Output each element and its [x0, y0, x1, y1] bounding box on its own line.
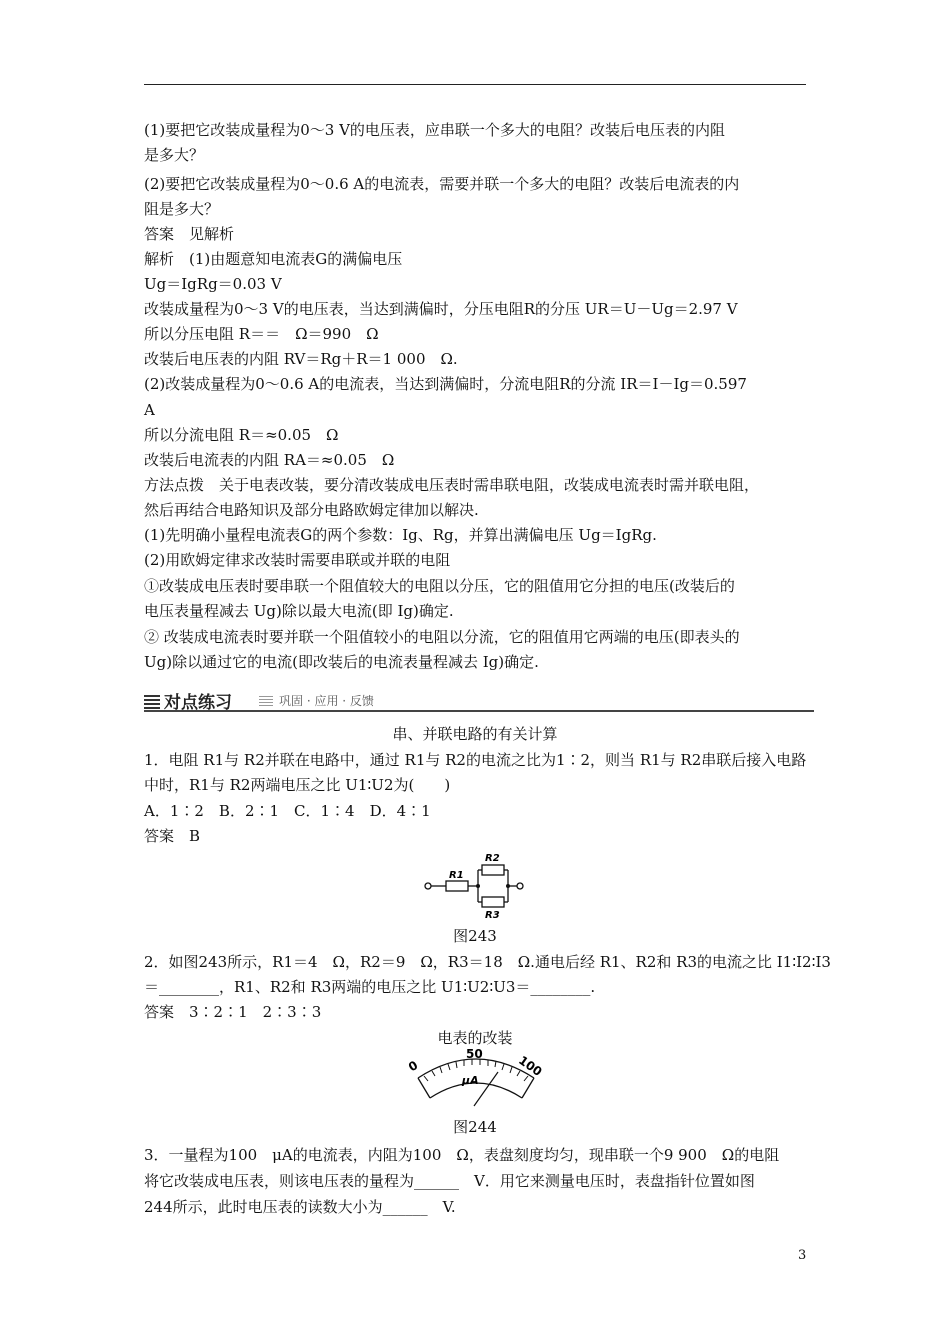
dial-label-max: 100: [516, 1053, 545, 1079]
figure-caption: 图243: [453, 927, 497, 945]
banner-tag: 巩固 · 应用 · 反馈: [259, 692, 374, 709]
question-line: 中时，R1与 R2两端电压之比 U1∶U2为( ): [144, 776, 451, 794]
banner-rule: [144, 710, 814, 712]
text-line: (1)要把它改装成量程为0～3 V的电压表，应串联一个多大的电阻？改装后电压表的内阻: [144, 121, 725, 139]
text-line: (2)改装成量程为0～0.6 A的电流表，当达到满偏时，分流电阻R的分流 IR＝I－Ig＝0.597: [144, 375, 747, 393]
answer-line: 答案 3∶2∶1 2∶3∶3: [144, 1003, 322, 1021]
text-line: (1)先明确小量程电流表G的两个参数：Ig、Rg，并算出满偏电压 Ug＝IgRg.: [144, 526, 657, 544]
text-line: 是多大？: [144, 146, 205, 164]
dial-label-mid: 50: [466, 1048, 483, 1061]
text-line: 电压表量程减去 Ug)除以最大电流(即 Ig)确定.: [144, 602, 454, 620]
text-line: 方法点拨 关于电表改装，要分清改装成电压表时需串联电阻，改装成电流表时需并联电阻，: [144, 476, 760, 494]
answer-line: 答案 见解析: [144, 225, 235, 243]
dial-unit: μA: [462, 1074, 479, 1087]
formula-line: 改装后电流表的内阻 RA＝≈0.05 Ω: [144, 451, 395, 469]
options-line: A．1∶2 B．2∶1 C．1∶4 D．4∶1: [144, 802, 431, 820]
section-title: 电表的改装: [437, 1029, 513, 1047]
banner-title: 对点练习: [144, 688, 232, 713]
section-title: 串、并联电路的有关计算: [392, 725, 558, 743]
resistor-r2: [482, 865, 504, 875]
stripes-icon: [144, 695, 160, 709]
text-line: A: [144, 401, 155, 419]
header-rule: [144, 84, 806, 85]
text-line: ①改装成电压表时要串联一个阻值较大的电阻以分压，它的阻值用它分担的电压(改装后的: [144, 577, 735, 595]
text-line: 解析 (1)由题意知电流表G的满偏电压: [144, 250, 403, 268]
question-line: ＝________，R1、R2和 R3两端的电压之比 U1∶U2∶U3＝________.: [144, 978, 596, 996]
question-line: 2．如图243所示，R1＝4 Ω，R2＝9 Ω，R3＝18 Ω.通电后经 R1、R2和 R3的电流之比 I1∶I2∶I3: [144, 953, 831, 971]
text-line: 改装成量程为0～3 V的电压表，当达到满偏时，分压电阻R的分压 UR＝U－Ug＝2.97 V: [144, 300, 738, 318]
formula-line: 所以分压电阻 R＝＝ Ω＝990 Ω: [144, 325, 379, 343]
resistor-r3: [482, 897, 504, 907]
hatch-icon: [259, 696, 273, 706]
meter-dial: [406, 1048, 546, 1114]
dial-label-min: 0: [406, 1058, 421, 1075]
formula-line: 所以分流电阻 R＝≈0.05 Ω: [144, 426, 339, 444]
label-r3: R3: [485, 910, 500, 920]
label-r1: R1: [449, 870, 464, 881]
text-line: (2)用欧姆定律求改装时需要串联或并联的电阻: [144, 551, 451, 569]
question-line: 1．电阻 R1与 R2并联在电路中，通过 R1与 R2的电流之比为1∶2，则当 R1与 R2串联后接入电路: [144, 751, 807, 769]
circuit-diagram: [420, 848, 530, 920]
resistor-r1: [446, 881, 468, 891]
formula-line: Ug＝IgRg＝0.03 V: [144, 275, 282, 293]
practice-banner: [144, 686, 814, 712]
question-line: 244所示，此时电压表的读数大小为______ V.: [144, 1198, 456, 1216]
question-line: 3．一量程为100 μA的电流表，内阻为100 Ω，表盘刻度均匀，现串联一个9 900 Ω的电阻: [144, 1146, 780, 1164]
text-line: Ug)除以通过它的电流(即改装后的电流表量程减去 Ig)确定.: [144, 653, 539, 671]
question-line: 将它改装成电压表，则该电压表的量程为______ V．用它来测量电压时，表盘指针位置如图: [144, 1172, 755, 1190]
text-line: (2)要把它改装成量程为0～0.6 A的电流表，需要并联一个多大的电阻？改装后电流表的内: [144, 175, 740, 193]
formula-line: 改装后电压表的内阻 RV＝Rg＋R＝1 000 Ω.: [144, 350, 458, 368]
figure-caption: 图244: [453, 1118, 497, 1136]
label-r2: R2: [485, 853, 500, 864]
answer-line: 答案 B: [144, 827, 201, 845]
text-line: 阻是多大？: [144, 200, 220, 218]
page-number: 3: [798, 1248, 807, 1263]
text-line: ② 改装成电流表时要并联一个阻值较小的电阻以分流，它的阻值用它两端的电压(即表头的: [144, 628, 740, 646]
text-line: 然后再结合电路知识及部分电路欧姆定律加以解决.: [144, 501, 479, 519]
